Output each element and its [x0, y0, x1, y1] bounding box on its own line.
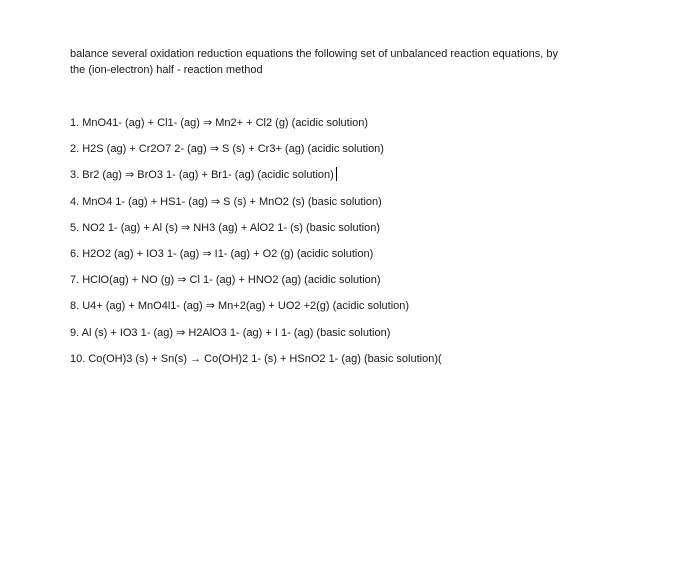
equation-item[interactable]: [70, 325, 650, 351]
equation-item[interactable]: [70, 246, 650, 272]
equation-text: 8. U4+ (ag) + MnO4l1- (ag) ⇒ Mn+2(ag) + UO2 +2(g) (acidic solution): [70, 300, 410, 313]
equation-text: 4. MnO4 1- (ag) + HS1- (ag) ⇒ S (s) + MnO2 (s) (basic solution): [70, 195, 382, 208]
equation-text: 10. Co(OH)3 (s) + Sn(s) → Co(OH)2 1- (s) + HSnO2 1- (ag) (basic solution)(: [70, 352, 442, 365]
equation-item[interactable]: [70, 115, 650, 141]
equation-item[interactable]: [70, 272, 650, 298]
equation-text: 7. HClO(ag) + NO (g) ⇒ Cl 1- (ag) + HNO2 (ag) (acidic solution): [70, 274, 381, 287]
equation-text: 2. H2S (ag) + Cr2O7 2- (ag) ⇒ S (s) + Cr3+ (ag) (acidic solution): [70, 143, 384, 156]
equation-item[interactable]: [70, 220, 650, 246]
intro-line: balance several oxidation reduction equations the following set of unbalanced reaction equations, by: [70, 48, 558, 60]
equation-item[interactable]: [70, 167, 650, 193]
equation-text: 1. MnO41- (ag) + Cl1- (ag) ⇒ Mn2+ + Cl2 (g) (acidic solution): [70, 117, 369, 129]
text-cursor: [336, 167, 337, 181]
equation-text: 3. Br2 (ag) ⇒ BrO3 1- (ag) + Br1- (ag) (acidic solution): [70, 169, 334, 182]
intro-paragraph: [70, 46, 630, 78]
equation-text: 6. H2O2 (ag) + IO3 1- (ag) ⇒ I1- (ag) + O2 (g) (acidic solution): [70, 247, 374, 260]
equation-item[interactable]: [70, 194, 650, 220]
equation-item[interactable]: [70, 141, 650, 167]
equation-text: 9. Al (s) + IO3 1- (ag) ⇒ H2AlO3 1- (ag) + I 1- (ag) (basic solution): [70, 326, 391, 339]
intro-line: the (ion-electron) half - reaction method: [70, 64, 263, 76]
equation-item[interactable]: [70, 351, 650, 377]
equation-text: 5. NO2 1- (ag) + Al (s) ⇒ NH3 (ag) + AlO2 1- (s) (basic solution): [70, 221, 380, 234]
equation-item[interactable]: [70, 298, 650, 324]
equation-list: [70, 115, 650, 377]
